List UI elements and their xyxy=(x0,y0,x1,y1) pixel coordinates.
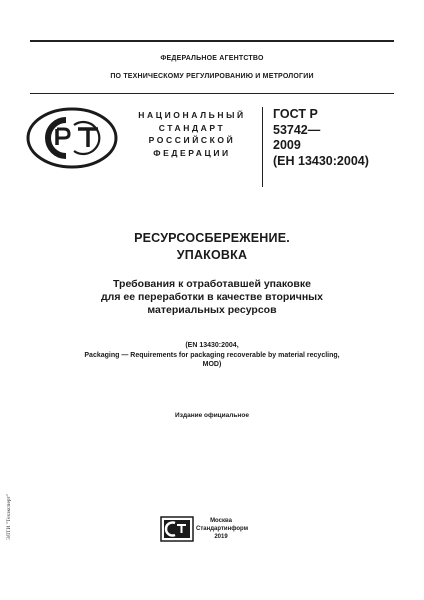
subtitle-line2: для ее переработки в качестве вторичных xyxy=(101,291,323,303)
edition-label: Издание официальное xyxy=(175,412,249,419)
subtitle-line3: материальных ресурсов xyxy=(147,304,277,316)
header-vertical-divider xyxy=(262,107,263,187)
designation-line2: 53742— xyxy=(273,122,321,137)
national-standard-line3: РОССИЙСКОЙ xyxy=(148,135,236,145)
side-stamp: ЭЛТИ "Техэксперт" xyxy=(6,493,12,540)
english-line3: MOD) xyxy=(202,361,222,368)
publisher-name: Стандартинформ xyxy=(196,526,249,532)
publisher-city: Москва xyxy=(210,518,232,524)
standard-designation xyxy=(273,107,383,169)
designation-line3: 2009 xyxy=(273,138,301,152)
national-standard-line4: ФЕДЕРАЦИИ xyxy=(153,147,231,158)
gost-r-logo-icon xyxy=(26,107,118,169)
designation-line1: ГОСТ Р xyxy=(273,107,318,121)
agency-name-line1: ФЕДЕРАЛЬНОЕ АГЕНТСТВО xyxy=(160,55,264,62)
national-standard-label xyxy=(132,109,252,159)
english-line1: (EN 13430:2004, xyxy=(185,342,239,349)
top-rule xyxy=(30,40,394,42)
agency-name-line2: ПО ТЕХНИЧЕСКОМУ РЕГУЛИРОВАНИЮ И МЕТРОЛОГИИ xyxy=(110,73,314,80)
standartinform-logo-icon xyxy=(160,516,194,542)
national-standard-line1: НАЦИОНАЛЬНЫЙ xyxy=(138,110,246,120)
english-reference xyxy=(40,341,384,370)
national-standard-line2: СТАНДАРТ xyxy=(158,122,226,133)
title-line1: РЕСУРСОСБЕРЕЖЕНИЕ. xyxy=(134,231,290,245)
publisher-year: 2019 xyxy=(214,534,228,540)
agency-rule xyxy=(30,93,394,94)
english-line2: Packaging — Requirements for packaging recoverable by material recycling, xyxy=(84,351,340,359)
subtitle-line1: Требования к отработавшей упаковке xyxy=(113,278,311,290)
document-subtitle xyxy=(50,278,374,317)
title-line2: УПАКОВКА xyxy=(176,248,248,262)
designation-line4: (ЕН 13430:2004) xyxy=(273,153,369,168)
document-title xyxy=(40,230,384,264)
publisher-info xyxy=(196,517,249,541)
